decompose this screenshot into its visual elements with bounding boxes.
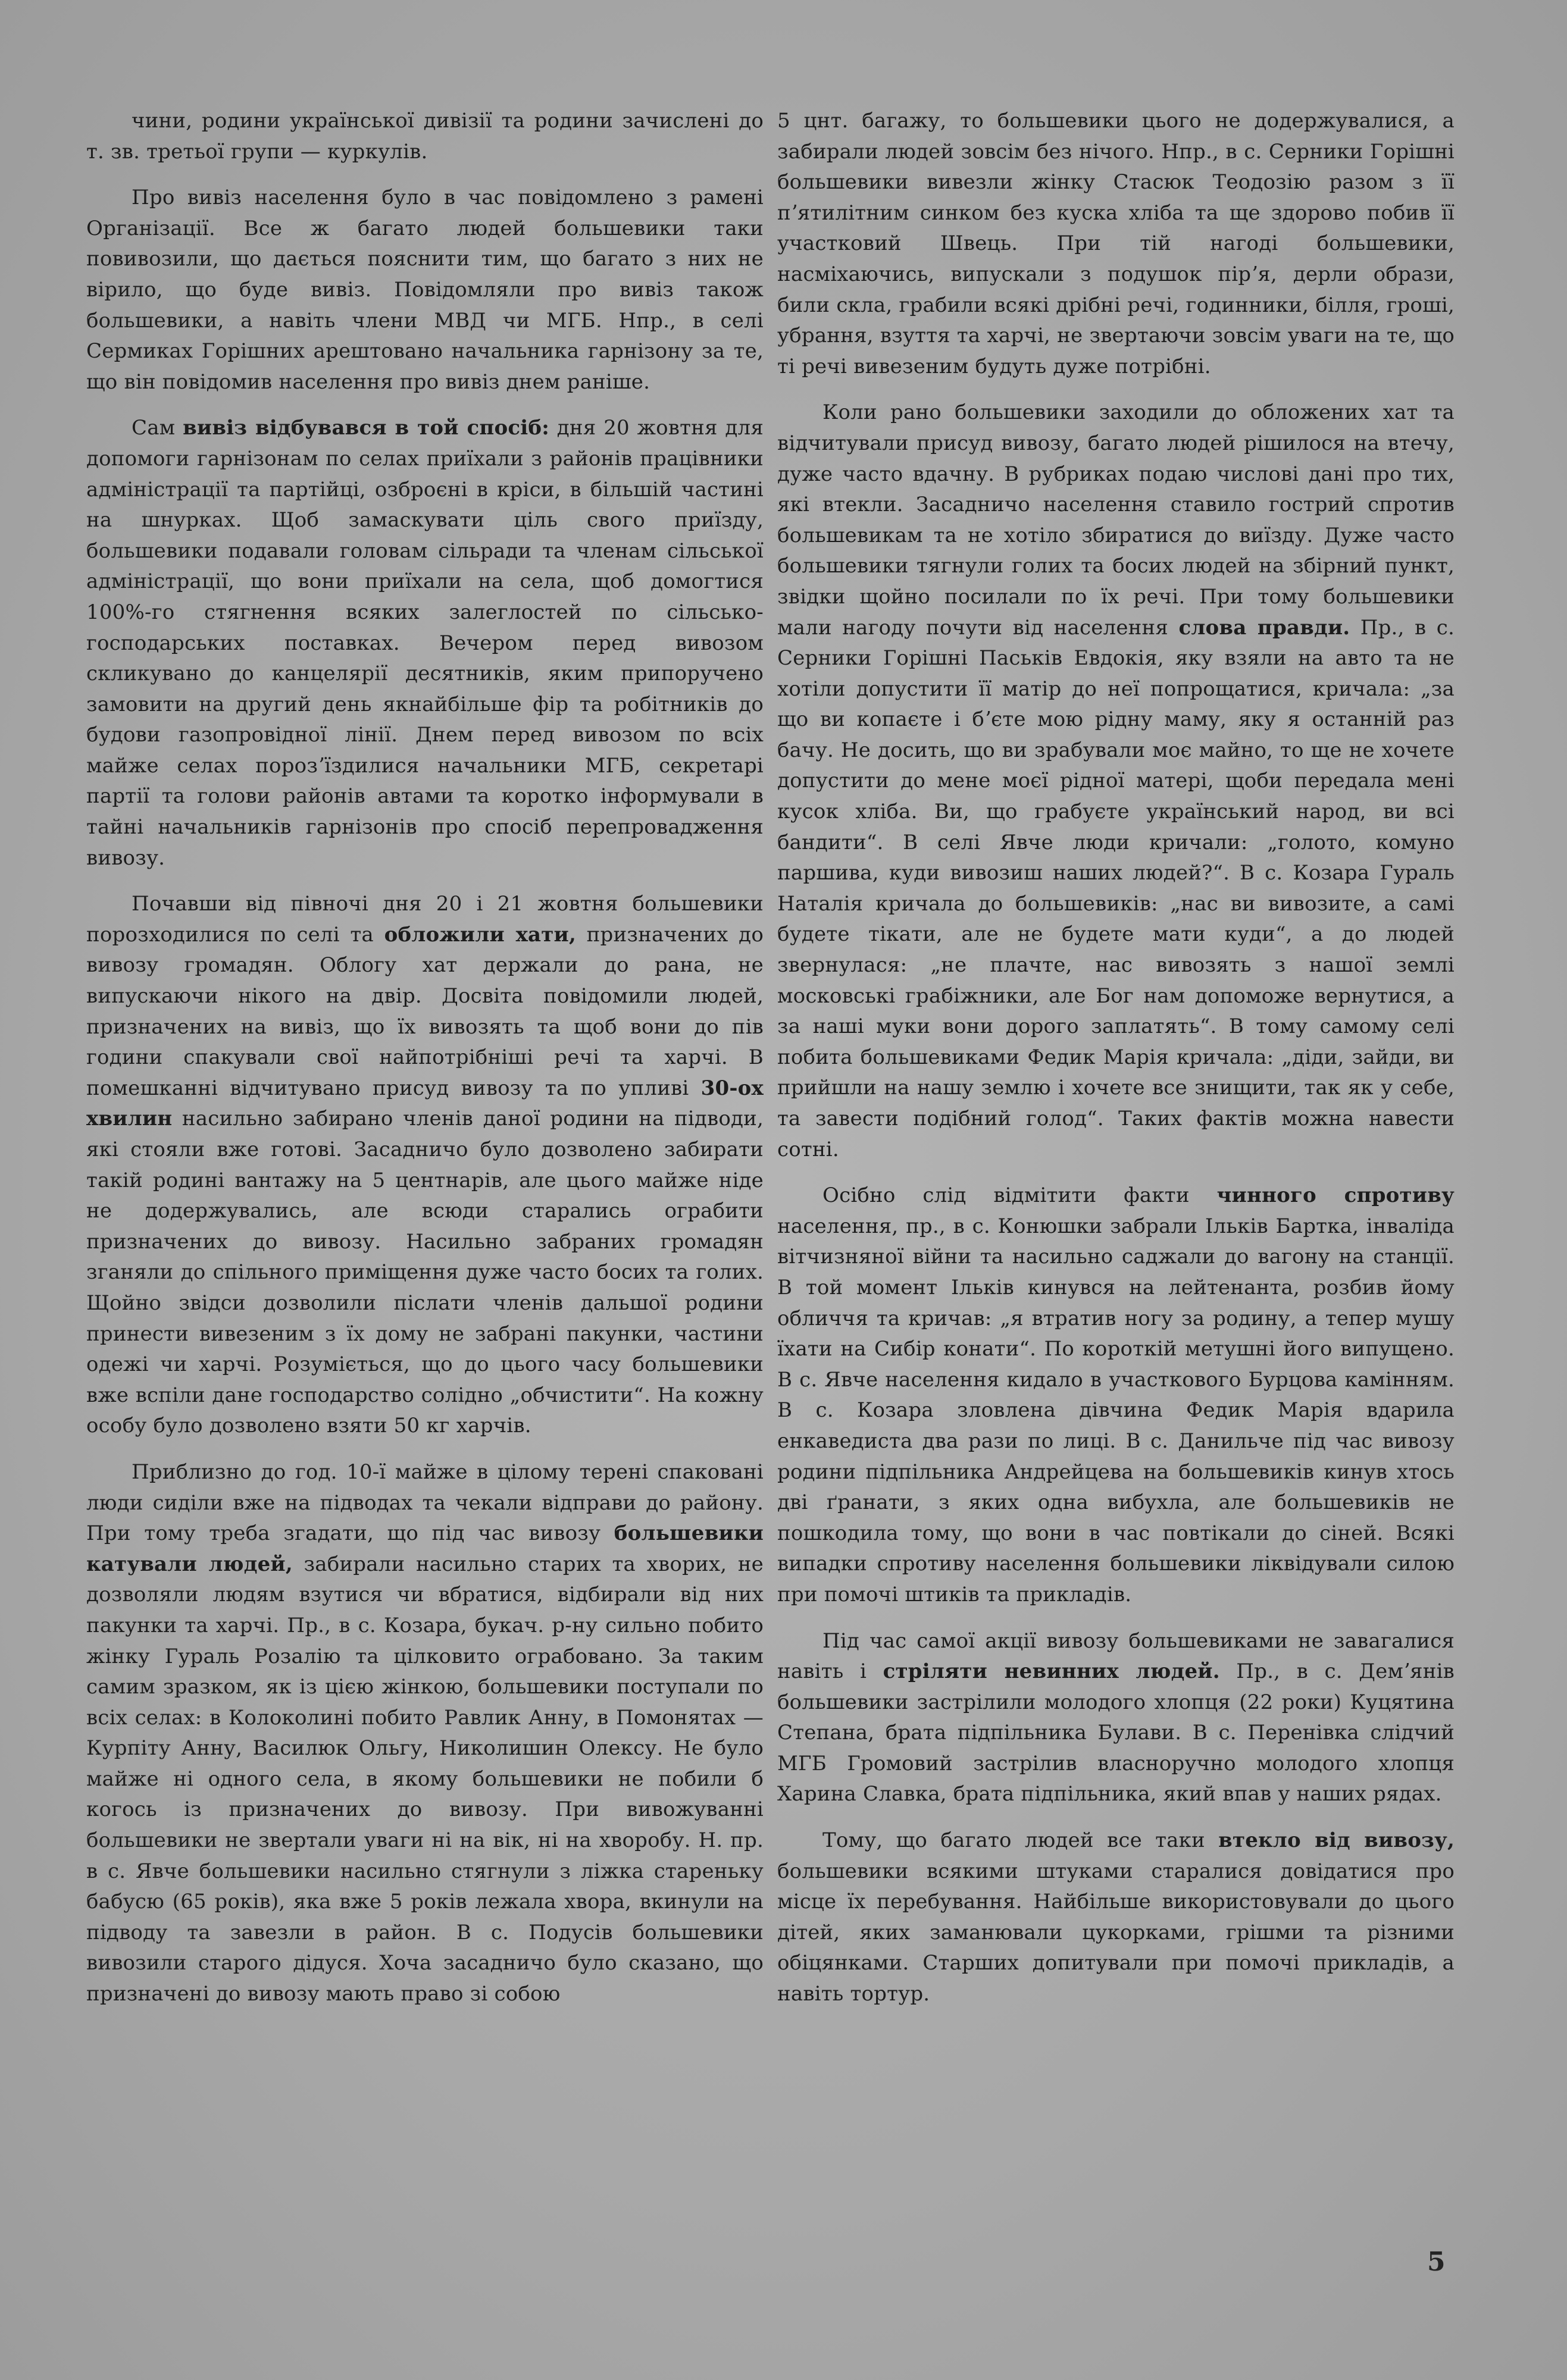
paragraph [777, 1180, 1455, 1610]
text-run: Про вивіз населення було в час повідомлено з рамені Організації. Все ж багато людей большевики таки повивозили, що дається пояснити тим, що багато з них не вірило, що буде вивіз. Повідомляли про вивіз також большевики, а навіть члени МВД чи МГБ. Нпр., в селі Сермиках Горішних арештовано начальника гарнізону за те, що він повідомив населення про вивіз днем раніше. [86, 186, 764, 394]
paragraph [777, 1825, 1455, 2010]
page-number: 5 [1427, 2247, 1446, 2277]
text-run: Осібно слід відмітити факти [822, 1183, 1217, 1208]
bold-phrase: слова правди. [1178, 615, 1350, 640]
paragraph [777, 1626, 1455, 1811]
text-run: Пр., в с. Серники Горішні Паськів Евдокія, яку взяли на авто та не хотіли допустити її матір до неї попрощатися, кричала: „за що ви копаєте і бʼєте мою рідну маму, яку я останній раз бачу. Не досить, що ви зрабували моє майно, то ще не хочете допустити до мене моєї рідної матері, щоби передала мені кусок хліба. Ви, що грабуєте український народ, ви всі бандити“. В селі Явче люди кричали: „голото, комуно паршива, куди вивозиш наших людей?“. В с. Козара Гураль Наталія кричала до большевиків: „нас ви вивозите, а самі будете тікати, але не будете мати куди“, а до людей звернулася: „не плачте, нас вивозять з нашої землі московські грабіжники, але Бог нам допоможе вернутися, а за наші муки вони дорого заплатять“. В тому самому селі побита большевиками Федик Марія кричала: „діди, зайди, ви прийшли на нашу землю і хочете все знищити, так як у себе, та завести подібний голод“. Таких фактів можна навести сотні. [777, 615, 1455, 1161]
bold-phrase: обложили хати, [384, 922, 577, 947]
text-run: большевики всякими штуками старалися довідатися про місце їх перебування. Найбільше використовували до цього дітей, яких заманювали цукорками, грішми та різними обіцянками. Старших допитували при помочі прикладів, а навіть тортур. [777, 1859, 1455, 2006]
right-text-column [777, 106, 1455, 2010]
text-run: Почавши від півночі дня 20 і 21 жовтня большевики порозходилися по селі та [86, 892, 764, 947]
paragraph [777, 106, 1455, 382]
bold-phrase: 30-ох хвилин [86, 1076, 764, 1131]
text-run: насильно забирано членів даної родини на підводи, які стояли вже готові. Засадничо було дозволено забирати такій родині вантажу на 5 центнарів, але цього майже ніде не додержувались, але всюди старались ограбити призначених до вивозу. Насильно забраних громадян зганяли до спільного приміщення дуже часто босих та голих. Щойно звідси дозволили післати членів дальшої родини принести вивезеним з їх дому не забрані пакунки, частини одежі чи харчі. Розуміється, що до цього часу большевики вже вспіли дане господарство солідно „обчистити“. На кожну особу було дозволено взяти 50 кг харчів. [86, 1107, 764, 1438]
text-run: чини, родини української дивізії та родини зачислені до т. зв. третьої групи — куркулів. [86, 109, 764, 164]
paragraph [777, 397, 1455, 1165]
text-run: забирали насильно старих та хворих, не дозволяли людям взутися чи вбратися, відбирали від них пакунки та харчі. Пр., в с. Козара, букач. р-ну сильно побито жінку Гураль Розалію та цілковито ограбовано. За таким самим зразком, як із цією жінкою, большевики поступали по всіх селах: в Колоколині побито Равлик Анну, в Помонятах — Курпіту Анну, Василюк Ольгу, Николишин Олексу. Не було майже ні одного села, в якому большевики не побили б когось із призначених до вивозу. При вивожуванні большевики не звертали уваги ні на вік, ні на хворобу. Н. пр. в с. Явче большевики насильно стягнули з ліжка стареньку бабусю (65 років), яка вже 5 років лежала хвора, вкинули на підводу та завезли в район. В с. Подусів большевики вивозили старого дідуся. Хоча засадничо було сказано, що призначені до вивозу мають право зі собою [86, 1552, 764, 2006]
paragraph [86, 106, 764, 167]
text-run: Тому, що багато людей все таки [822, 1828, 1219, 1853]
bold-phrase: втекло від вивозу, [1218, 1828, 1455, 1853]
text-run: Пр., в с. Демʼянів большевики застрілили молодого хлопця (22 роки) Куцятина Степана, брата підпільника Булави. В с. Перенівка слідчий МГБ Громовий застрілив власноручно молодого хлопця Харина Славка, брата підпільника, який впав у наших рядах. [777, 1659, 1455, 1806]
text-run: Приблизно до год. 10-ї майже в цілому терені спаковані люди сиділи вже на підводах та чекали відправи до району. При тому треба згадати, що під час вивозу [86, 1460, 764, 1546]
left-text-column [86, 106, 764, 2010]
text-run: дня 20 жовтня для допомоги гарнізонам по селах приїхали з районів працівники адміністрації та партійці, озброєні в кріси, в більшій частині на шнурках. Щоб замаскувати ціль свого приїзду, большевики подавали головам сільради та членам сільської адміністрації, що вони приїхали на села, щоб домогтися 100%-го стягнення всяких залеглостей по сільсько-господарських поставках. Вечером перед вивозом скликувано до канцелярії десятників, яким припоручено замовити на другий день якнайбільше фір та робітників до будови газопровідної лінії. Днем перед вивозом по всіх майже селах порозʼїздилися начальники МГБ, секретарі партії та голови районів автами та коротко інформували в тайні начальників гарнізонів про спосіб перепровадження вивозу. [86, 416, 764, 870]
bold-phrase: чинного спротиву [1216, 1183, 1455, 1208]
text-run: населення, пр., в с. Конюшки забрали Ільків Бартка, інваліда вітчизняної війни та насильно саджали до вагону на станції. В той момент Ільків кинувся на лейтенанта, розбив йому обличчя та кричав: „я втратив ногу за родину, а тепер мушу їхати на Сибір конати“. По короткій метушні його випущено. В с. Явче населення кидало в участкового Бурцова камінням. В с. Козара зловлена дівчина Федик Марія вдарила енкаведиста два рази по лиці. В с. Данильче під час вивозу родини підпільника Андрейцева на большевиків кинув хтось дві ґранати, з яких одна вибухла, але большевиків не пошкодила тому, що вони в час повтікали до сіней. Всякі випадки спротиву населення большевики ліквідували силою при помочі штиків та прикладів. [777, 1214, 1455, 1606]
paragraph [86, 183, 764, 397]
text-run: Сам [132, 416, 183, 440]
paragraph [86, 413, 764, 873]
text-run: Коли рано большевики заходили до обложених хат та відчитували присуд вивозу, багато людей рішилося на втечу, дуже часто вдачну. В рубриках подаю числові дані про тих, які втекли. Засадничо населення ставило гострий спротив большевикам та не хотіло збиратися до виїзду. Дуже часто большевики тягнули голих та босих людей на збірний пункт, звідки щойно посилали по їх речі. При тому большевики мали нагоду почути від населення [777, 400, 1455, 640]
text-run: 5 цнт. багажу, то большевики цього не додержувалися, а забирали людей зовсім без нічого. Нпр., в с. Серники Горішні большевики вивезли жінку Стасюк Теодозію разом з її пʼятилітним синком без куска хліба та ще здорово побив її участковий Швець. При тій нагоді большевики, насміхаючись, випускали з подушок пірʼя, дерли образи, били скла, грабили всякі дрібні речі, годинники, білля, гроші, убрання, взуття та харчі, не звертаючи зовсім уваги на те, що ті речі вивезеним будуть дуже потрібні. [777, 109, 1455, 378]
text-run: призначених до вивозу громадян. Облогу хат держали до рана, не випускаючи нікого на двір. Досвіта повідомили людей, призначених на вивіз, що їх вивозять та щоб вони до пів години спакували свої найпотрібніші речі та харчі. В помешканні відчитувано присуд вивозу та по упливі [86, 922, 764, 1100]
paragraph [86, 889, 764, 1442]
paragraph [86, 1457, 764, 2010]
bold-phrase: вивіз відбувався в той спосіб: [183, 416, 550, 440]
text-run: Під час самої акції вивозу большевиками не завагалися навіть і [777, 1629, 1455, 1684]
bold-phrase: стріляти невинних людей. [883, 1659, 1220, 1684]
bold-phrase: большевики катували людей, [86, 1521, 764, 1576]
